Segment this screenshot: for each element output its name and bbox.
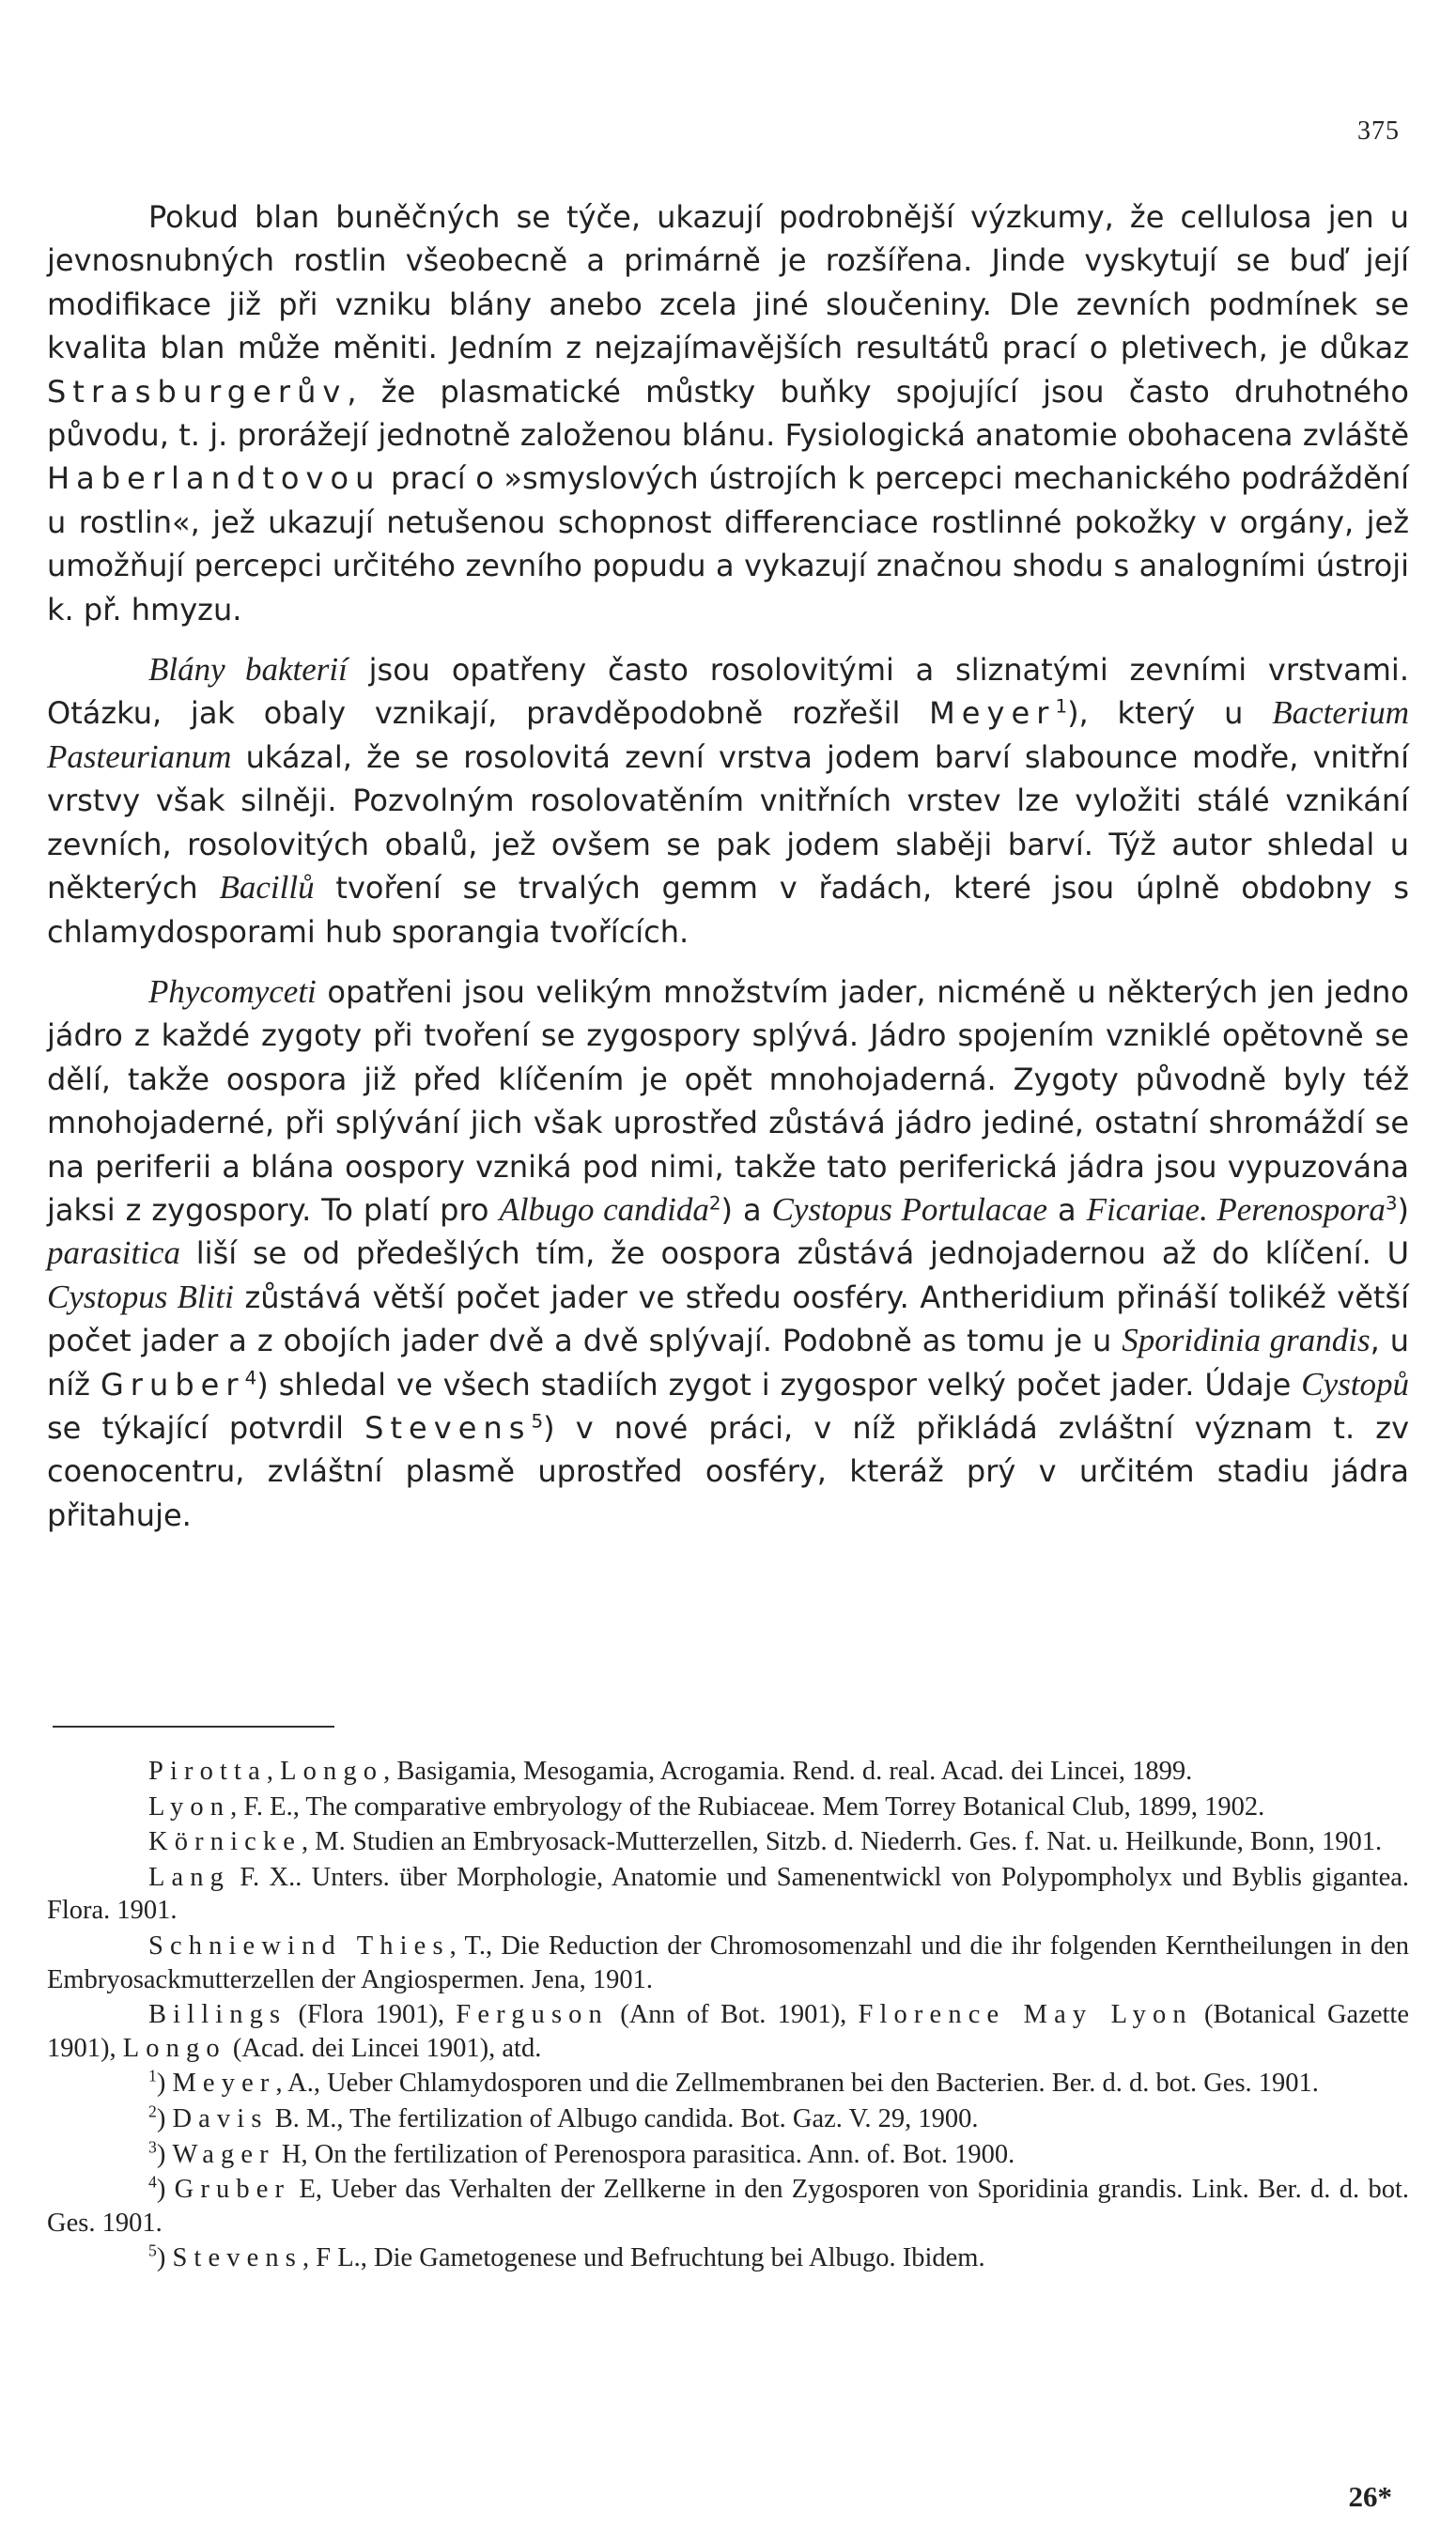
reference-schniewind-thies <box>47 1930 1409 1996</box>
signature-mark: 26* <box>1348 2480 1392 2513</box>
author-name: Stevens <box>364 1409 532 1446</box>
footnote-marker: 4 <box>148 2172 157 2192</box>
italic-taxon: Albugo candida <box>499 1190 709 1228</box>
text-run: prací o »smyslových ústrojích k percepci mechanického podráždění u rostlin«, jež ukazují netušenou schopnost differenciace rostlinné pokožky v orgány, jež umožňují percepci určitého zevního popudu a vykazují značnou shodu s analogními ústroji k. př. hmyzu. <box>47 460 1409 628</box>
author-name: Schniewind Thies <box>148 1931 450 1961</box>
footnote-2 <box>47 2102 1409 2136</box>
text-run: (Ann of Bot. 1901), <box>608 2000 859 2030</box>
footnote-marker: 5 <box>148 2241 157 2260</box>
text-run: ) <box>156 2103 173 2133</box>
italic-taxon: Blány bakterií <box>148 651 348 689</box>
text-run: ) a <box>720 1191 772 1228</box>
author-name: Gruber <box>174 2175 291 2205</box>
page-number: 375 <box>1357 116 1400 146</box>
text-run: (Flora 1901), <box>287 2000 457 2030</box>
italic-taxon: Cystopus Portulacae <box>771 1190 1047 1228</box>
text-run: ukázal, že se rosolovitá zevní vrstva jodem barví slabounce modře, vnitřní vrstvy však silněji. Pozvolným rosolovatěním vnitřních vrstev lze vyložiti stálé vznikání zevních, rosolovitých obalů, jež ovšem se pak jodem slaběji barví. Týž autor shledal u některých <box>47 738 1409 907</box>
author-name: Lang <box>148 1862 231 1892</box>
italic-taxon: Cystopus Bliti <box>47 1278 234 1315</box>
text-run: tvoření se trvalých gemm v řadách, které jsou úplně obdobny s chlamydosporami hub sporangia tvořících. <box>47 870 1410 950</box>
text-run: , M. Studien an Embryosack-Mutterzellen, Sitzb. d. Niederrh. Ges. f. Nat. u. Heilkunde, Bonn, 1901. <box>302 1827 1383 1857</box>
reference-lyon <box>47 1791 1409 1824</box>
footnote-marker: 1 <box>1055 695 1068 718</box>
text-run: , u níž <box>47 1323 1410 1403</box>
footnote-marker: 2 <box>708 1192 721 1215</box>
italic-taxon: Phycomyceti <box>148 972 317 1010</box>
text-run: zůstává větší počet jader ve středu oosféry. Antheridium přináší tolikéž větší počet jader a z obojích jader dvě a dvě splývají. Podobně as tomu je u <box>47 1279 1410 1359</box>
footnote-5 <box>47 2241 1409 2275</box>
author-name: Meyer <box>172 2069 276 2099</box>
text-run: se týkající potvrdil <box>47 1409 365 1446</box>
footnote-marker: 2 <box>148 2101 157 2121</box>
author-name: Gruber <box>100 1366 245 1403</box>
text-run: , <box>266 1757 281 1786</box>
footnote-1 <box>47 2067 1409 2101</box>
footnote-3 <box>47 2138 1409 2172</box>
footnote-divider <box>53 1726 334 1728</box>
paragraph-bacteria <box>47 648 1409 954</box>
text-run: opatřeni jsou velikým množstvím jader, nicméně u některých jen jedno jádro z každé zygoty při tvoření se zygospory splývá. Jádro spojením vzniklé opětovně se dělí, takže oospora již před klíčením je opět mnohojaderná. Zygoty původně byly též mnohojaderné, při splývání jich však uprostřed zůstává jádro jediné, ostatní shromáždí se na periferii a blána oospory vzniká pod nimi, takže tato periferická jádra jsou vypuzována jaksi z zygospory. To platí pro <box>47 973 1409 1228</box>
reference-lang <box>47 1861 1409 1928</box>
footnote-marker: 3 <box>148 2137 157 2157</box>
italic-taxon: Bacterium Pasteurianum <box>47 694 1410 775</box>
text-run: Pokud blan buněčných se týče, ukazují podrobnější výzkumy, že cellulosa jen u jevnosnubných rostlin všeobecně a primárně je rozšířena. Jinde vyskytují se buď její modifikace již při vzniku blány anebo zcela jiné sloučeniny. Dle zevních podmínek se kvalita blan může měniti. Jedním z nejzajímavějších resultátů prací o pletivech, je důkaz <box>47 199 1409 366</box>
text-run: ) v nové práci, v níž přikládá zvláštní význam t. zv coenocentru, zvláštní plasmě uprostřed oosféry, kteráž prý v určitém stadiu jádra přitahuje. <box>47 1409 1410 1533</box>
text-run: ) shledal ve všech stadiích zygot i zygospor velký počet jader. Údaje <box>256 1366 1302 1403</box>
author-name: Haberlandtovou <box>47 460 381 497</box>
author-name: Ferguson <box>456 2000 609 2030</box>
italic-taxon: parasitica <box>47 1234 180 1272</box>
text-run: ) <box>156 2243 173 2273</box>
author-name: Davis <box>172 2103 269 2133</box>
author-name: Wager <box>172 2139 275 2169</box>
text-run: ), který u <box>1067 695 1273 732</box>
text-run: B. M., The fertilization of Albugo candida. Bot. Gaz. V. 29, 1900. <box>268 2103 979 2133</box>
author-name: Longo <box>122 2033 226 2063</box>
text-run: , A., Ueber Chlamydosporen und die Zellmembranen bei den Bacterien. Ber. d. d. bot. Ges. 1901. <box>275 2069 1319 2099</box>
footnote-marker: 1 <box>148 2066 157 2086</box>
text-run: , že plasmatické můstky buňky spojující jsou často druhotného původu, t. j. prorážejí jednotně založenou blánu. Fysiologická anatomie obohacena zvláště <box>47 373 1409 454</box>
footnote-marker: 4 <box>244 1366 257 1388</box>
author-name: Longo <box>280 1757 384 1786</box>
text-run: H, On the fertilization of Perenospora parasitica. Ann. of. Bot. 1900. <box>274 2139 1015 2169</box>
footnote-4 <box>47 2173 1409 2240</box>
italic-taxon: Ficariae. Perenospora <box>1086 1190 1386 1228</box>
footnote-marker: 3 <box>1385 1192 1398 1215</box>
footnotes <box>47 1755 1409 2277</box>
main-text <box>47 195 1409 1554</box>
author-name: Florence May Lyon <box>858 2000 1193 2030</box>
author-name: Strasburgerův <box>47 373 348 410</box>
text-run: ) <box>156 2069 173 2099</box>
text-run: (Botanical Gazette 1901), <box>47 2000 1409 2063</box>
author-name: Lyon <box>148 1791 231 1822</box>
author-name: Stevens <box>172 2243 302 2273</box>
italic-taxon: Sporidinia grandis <box>1122 1322 1371 1359</box>
italic-taxon: Cystopů <box>1301 1365 1410 1403</box>
text-run: a <box>1046 1191 1087 1228</box>
footnote-marker: 5 <box>531 1410 544 1433</box>
text-run: F. X.. Unters. über Morphologie, Anatomie und Samenentwickl von Polypompholyx und Byblis gigantea. Flora. 1901. <box>47 1862 1409 1926</box>
text-run: ) <box>156 2139 173 2169</box>
italic-taxon: Bacillů <box>219 869 315 907</box>
text-run: , F. E., The comparative embryology of the Rubiaceae. Mem Torrey Botanical Club, 1899, 1902. <box>230 1791 1265 1822</box>
text-run: liší se od předešlých tím, že oospora zůstává jednojadernou až do klíčení. U <box>179 1235 1409 1272</box>
text-run: ) <box>1397 1191 1410 1228</box>
paragraph-phycomycetes <box>47 970 1409 1537</box>
author-name: Meyer <box>929 695 1056 732</box>
author-name: Körnicke <box>148 1827 302 1857</box>
text-run: (Acad. dei Lincei 1901), atd. <box>225 2033 542 2063</box>
reference-koernicke <box>47 1825 1409 1859</box>
reference-billings-ferguson-lyon-longo <box>47 1998 1409 2065</box>
text-run: jsou opatřeny často rosolovitými a sliznatými zevními vrstvami. Otázku, jak obaly vznikají, pravděpodobně rozřešil <box>47 652 1409 732</box>
text-run: , F L., Die Gametogenese und Befruchtung bei Albugo. Ibidem. <box>302 2243 985 2273</box>
reference-pirotta-longo <box>47 1755 1409 1789</box>
text-run: ) <box>156 2175 175 2205</box>
text-run: , T., Die Reduction der Chromosomenzahl und die ihr folgenden Kerntheilungen in den Embryosackmutterzellen der Angiospermen. Jena, 1901. <box>47 1931 1409 1994</box>
text-run: E, Ueber das Verhalten der Zellkerne in den Zygosporen von Sporidinia grandis. Link. Ber. d. d. bot. Ges. 1901. <box>47 2175 1409 2238</box>
author-name: Billings <box>148 2000 287 2030</box>
author-name: Pirotta <box>148 1757 267 1786</box>
text-run: , Basigamia, Mesogamia, Acrogamia. Rend. d. real. Acad. dei Lincei, 1899. <box>383 1757 1193 1786</box>
paragraph-cell-walls <box>47 195 1409 631</box>
